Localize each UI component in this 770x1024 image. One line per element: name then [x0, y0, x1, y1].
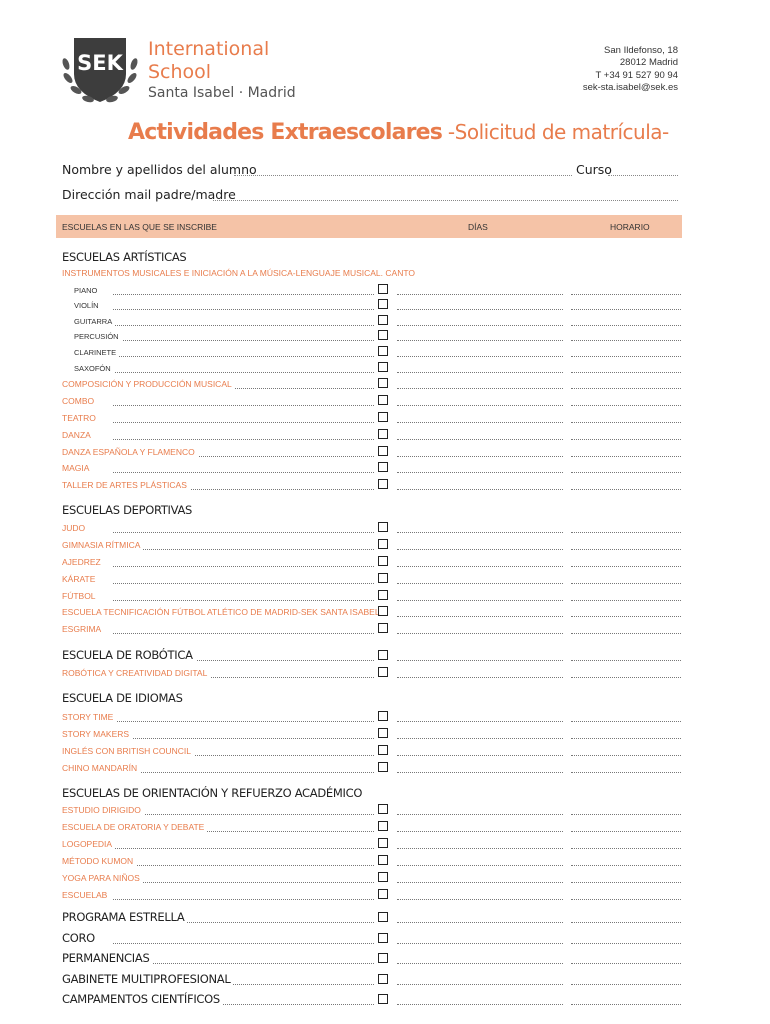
days-field[interactable]	[397, 922, 563, 923]
instruments-heading-label: INSTRUMENTOS MUSICALES E INICIACIÓN A LA MÚSICA-LENGUAJE MUSICAL. CANTO	[62, 268, 418, 278]
schedule-field[interactable]	[571, 616, 681, 617]
days-field[interactable]	[397, 600, 563, 601]
days-field[interactable]	[397, 899, 563, 900]
activity-row	[0, 870, 770, 886]
activity-row	[0, 520, 770, 536]
course-field[interactable]	[608, 175, 678, 176]
activity-row	[0, 410, 770, 426]
schedule-field[interactable]	[571, 456, 681, 457]
activity-dotted-line	[113, 356, 374, 357]
schedule-field[interactable]	[571, 583, 681, 584]
schedule-field[interactable]	[571, 309, 681, 310]
activity-row	[0, 819, 770, 835]
activity-checkbox[interactable]	[378, 315, 388, 325]
schedule-field[interactable]	[571, 865, 681, 866]
schedule-field[interactable]	[571, 963, 681, 964]
days-field[interactable]	[397, 549, 563, 550]
brand-name-line1: International	[148, 38, 270, 60]
activity-label: ROBÓTICA Y CREATIVIDAD DIGITAL	[62, 668, 210, 678]
section-title: ESCUELAS DEPORTIVAS	[62, 503, 193, 517]
activity-checkbox[interactable]	[378, 623, 388, 633]
activity-row	[0, 393, 770, 409]
activity-row	[0, 444, 770, 460]
activity-label: SAXOFÓN	[74, 364, 114, 373]
activity-row	[0, 588, 770, 604]
activity-row	[0, 460, 770, 476]
activity-checkbox[interactable]	[378, 299, 388, 309]
schedule-field[interactable]	[571, 405, 681, 406]
activity-label: COMPOSICIÓN Y PRODUCCIÓN MUSICAL	[62, 379, 235, 389]
schedule-field[interactable]	[571, 899, 681, 900]
days-field[interactable]	[397, 309, 563, 310]
activity-checkbox[interactable]	[378, 606, 388, 616]
address-street: San Ildefonso, 18	[604, 45, 678, 56]
activity-row	[0, 376, 770, 392]
activity-row	[0, 328, 770, 344]
activity-checkbox[interactable]	[378, 429, 388, 439]
activity-dotted-line	[113, 633, 374, 634]
activity-dotted-line	[113, 325, 374, 326]
schedule-field[interactable]	[571, 882, 681, 883]
table-header	[56, 215, 682, 238]
address-email: sek-sta.isabel@sek.es	[582, 81, 678, 93]
days-field[interactable]	[397, 388, 563, 389]
days-field[interactable]	[397, 356, 563, 357]
activity-dotted-line	[113, 566, 374, 567]
activity-label: ESGRIMA	[62, 624, 104, 634]
activity-label: CLARINETE	[74, 348, 119, 357]
activity-label: COMBO	[62, 396, 97, 406]
activity-dotted-line	[113, 372, 374, 373]
days-field[interactable]	[397, 294, 563, 295]
activity-checkbox[interactable]	[378, 994, 388, 1004]
parent-email-field[interactable]	[213, 200, 678, 201]
activity-label: PERMANENCIAS	[62, 951, 152, 965]
days-field[interactable]	[397, 738, 563, 739]
activity-checkbox[interactable]	[378, 728, 388, 738]
activity-row	[0, 951, 770, 967]
days-field[interactable]	[397, 882, 563, 883]
activity-checkbox[interactable]	[378, 479, 388, 489]
activity-checkbox[interactable]	[378, 462, 388, 472]
days-field[interactable]	[397, 532, 563, 533]
activity-label: YOGA PARA NIÑOS	[62, 873, 143, 883]
schedule-field[interactable]	[571, 489, 681, 490]
schedule-field[interactable]	[571, 600, 681, 601]
student-name-label: Nombre y apellidos del alumno	[62, 162, 257, 177]
days-field[interactable]	[397, 422, 563, 423]
activity-dotted-line	[113, 422, 374, 423]
schedule-field[interactable]	[571, 294, 681, 295]
days-field[interactable]	[397, 372, 563, 373]
activity-checkbox[interactable]	[378, 804, 388, 814]
schedule-field[interactable]	[571, 340, 681, 341]
days-field[interactable]	[397, 472, 563, 473]
activity-checkbox[interactable]	[378, 650, 388, 660]
activity-checkbox[interactable]	[378, 556, 388, 566]
days-field[interactable]	[397, 755, 563, 756]
activity-label: KÁRATE	[62, 574, 98, 584]
activity-checkbox[interactable]	[378, 362, 388, 372]
activity-label: PROGRAMA ESTRELLA	[62, 910, 187, 924]
activity-dotted-line	[113, 943, 374, 944]
activity-checkbox[interactable]	[378, 346, 388, 356]
days-field[interactable]	[397, 616, 563, 617]
activity-label: MAGIA	[62, 463, 92, 473]
activity-dotted-line	[113, 882, 374, 883]
activity-dotted-line	[113, 865, 374, 866]
activity-label: PERCUSIÓN	[74, 332, 122, 341]
activity-dotted-line	[113, 814, 374, 815]
activity-row	[0, 360, 770, 376]
activity-label: VIOLÍN	[74, 301, 102, 310]
schedule-field[interactable]	[571, 372, 681, 373]
schedule-field[interactable]	[571, 549, 681, 550]
activity-checkbox[interactable]	[378, 522, 388, 532]
schedule-field[interactable]	[571, 772, 681, 773]
activity-row	[0, 836, 770, 852]
activity-row	[0, 604, 770, 620]
days-field[interactable]	[397, 677, 563, 678]
activity-checkbox[interactable]	[378, 573, 388, 583]
activity-dotted-line	[113, 600, 374, 601]
activity-checkbox[interactable]	[378, 762, 388, 772]
activity-label: ESTUDIO DIRIGIDO	[62, 805, 144, 815]
activity-row	[0, 282, 770, 298]
days-field[interactable]	[397, 814, 563, 815]
student-name-field[interactable]	[234, 175, 572, 176]
activity-dotted-line	[113, 309, 374, 310]
activity-checkbox[interactable]	[378, 745, 388, 755]
schedule-field[interactable]	[571, 814, 681, 815]
activity-checkbox[interactable]	[378, 539, 388, 549]
days-field[interactable]	[397, 340, 563, 341]
activity-row	[0, 760, 770, 776]
schedule-field[interactable]	[571, 472, 681, 473]
activity-checkbox[interactable]	[378, 953, 388, 963]
schedule-field[interactable]	[571, 831, 681, 832]
school-address	[583, 45, 678, 94]
schedule-field[interactable]	[571, 677, 681, 678]
days-field[interactable]	[397, 566, 563, 567]
activity-checkbox[interactable]	[378, 284, 388, 294]
activity-row	[0, 665, 770, 681]
activity-label: LOGOPEDIA	[62, 839, 115, 849]
activity-checkbox[interactable]	[378, 912, 388, 922]
days-field[interactable]	[397, 1004, 563, 1005]
activity-label: ESCUELA TECNIFICACIÓN FÚTBOL ATLÉTICO DE MADRID-SEK SANTA ISABEL	[62, 607, 383, 617]
activity-row	[0, 621, 770, 637]
activity-label: GABINETE MULTIPROFESIONAL	[62, 972, 233, 986]
activity-dotted-line	[113, 340, 374, 341]
brand-campus: Santa Isabel · Madrid	[148, 85, 296, 101]
days-field[interactable]	[397, 583, 563, 584]
activity-label: TALLER DE ARTES PLÁSTICAS	[62, 480, 190, 490]
schedule-field[interactable]	[571, 566, 681, 567]
activity-row	[0, 554, 770, 570]
days-field[interactable]	[397, 405, 563, 406]
activity-dotted-line	[113, 294, 374, 295]
activity-label: CORO	[62, 931, 98, 945]
activity-row	[0, 802, 770, 818]
column-days: DÍAS	[468, 222, 488, 232]
section-title: ESCUELA DE IDIOMAS	[62, 691, 183, 705]
activity-row	[0, 648, 770, 664]
activity-checkbox[interactable]	[378, 378, 388, 388]
activity-dotted-line	[113, 772, 374, 773]
activity-row	[0, 992, 770, 1008]
activity-label: AJEDREZ	[62, 557, 104, 567]
activity-dotted-line	[113, 899, 374, 900]
activity-row	[0, 297, 770, 313]
activity-label: CAMPAMENTOS CIENTÍFICOS	[62, 992, 223, 1006]
activity-label: GIMNASIA RÍTMICA	[62, 540, 143, 550]
activity-row	[0, 726, 770, 742]
schedule-field[interactable]	[571, 1004, 681, 1005]
activity-checkbox[interactable]	[378, 590, 388, 600]
activity-dotted-line	[113, 583, 374, 584]
schedule-field[interactable]	[571, 738, 681, 739]
days-field[interactable]	[397, 325, 563, 326]
activity-row	[0, 427, 770, 443]
instruments-heading	[0, 265, 770, 281]
schedule-field[interactable]	[571, 439, 681, 440]
activity-label: MÉTODO KUMON	[62, 856, 136, 866]
activity-dotted-line	[113, 721, 374, 722]
activity-dotted-line	[113, 848, 374, 849]
activity-dotted-line	[113, 738, 374, 739]
activity-row	[0, 344, 770, 360]
activity-checkbox[interactable]	[378, 667, 388, 677]
activity-row	[0, 477, 770, 493]
activity-label: CHINO MANDARÍN	[62, 763, 140, 773]
schedule-field[interactable]	[571, 922, 681, 923]
parent-email-label: Dirección mail padre/madre	[62, 187, 236, 202]
activity-row	[0, 709, 770, 725]
activity-dotted-line	[113, 439, 374, 440]
days-field[interactable]	[397, 984, 563, 985]
column-schedule: HORARIO	[610, 222, 650, 232]
schedule-field[interactable]	[571, 984, 681, 985]
activity-label: ESCUELAB	[62, 890, 110, 900]
schedule-field[interactable]	[571, 325, 681, 326]
activity-dotted-line	[113, 472, 374, 473]
activity-label: PIANO	[74, 286, 100, 295]
days-field[interactable]	[397, 439, 563, 440]
activity-checkbox[interactable]	[378, 855, 388, 865]
address-phone: T +34 91 527 90 94	[595, 69, 678, 81]
activity-checkbox[interactable]	[378, 446, 388, 456]
activity-checkbox[interactable]	[378, 933, 388, 943]
days-field[interactable]	[397, 963, 563, 964]
days-field[interactable]	[397, 456, 563, 457]
activity-label: DANZA ESPAÑOLA Y FLAMENCO	[62, 447, 198, 457]
activity-label: GUITARRA	[74, 317, 115, 326]
title-subtitle: -Solicitud de matrícula-	[442, 120, 669, 144]
days-field[interactable]	[397, 831, 563, 832]
activity-row	[0, 910, 770, 926]
activity-row	[0, 571, 770, 587]
days-field[interactable]	[397, 772, 563, 773]
activity-row	[0, 931, 770, 947]
activity-checkbox[interactable]	[378, 889, 388, 899]
activity-row	[0, 537, 770, 553]
schedule-field[interactable]	[571, 943, 681, 944]
activity-dotted-line	[113, 532, 374, 533]
activity-row	[0, 743, 770, 759]
days-field[interactable]	[397, 943, 563, 944]
days-field[interactable]	[397, 660, 563, 661]
activity-label: STORY MAKERS	[62, 729, 132, 739]
activity-checkbox[interactable]	[378, 872, 388, 882]
schedule-field[interactable]	[571, 388, 681, 389]
schedule-field[interactable]	[571, 532, 681, 533]
days-field[interactable]	[397, 633, 563, 634]
activity-checkbox[interactable]	[378, 821, 388, 831]
activity-checkbox[interactable]	[378, 838, 388, 848]
activity-label: TEATRO	[62, 413, 99, 423]
days-field[interactable]	[397, 721, 563, 722]
schedule-field[interactable]	[571, 356, 681, 357]
activity-checkbox[interactable]	[378, 711, 388, 721]
days-field[interactable]	[397, 865, 563, 866]
title-main: Actividades Extraescolares	[128, 120, 443, 145]
brand-name-line2: School	[148, 61, 212, 83]
activity-checkbox[interactable]	[378, 974, 388, 984]
activity-dotted-line	[113, 549, 374, 550]
page-title	[128, 120, 669, 145]
schedule-field[interactable]	[571, 755, 681, 756]
sek-logo-icon	[60, 34, 140, 106]
course-label: Curso	[576, 162, 612, 177]
schedule-field[interactable]	[571, 660, 681, 661]
column-schools: ESCUELAS EN LAS QUE SE INSCRIBE	[62, 222, 217, 232]
activity-checkbox[interactable]	[378, 395, 388, 405]
activity-label: ESCUELA DE ROBÓTICA	[62, 648, 196, 662]
activity-row	[0, 887, 770, 903]
logo-text: SEK	[77, 51, 123, 75]
activity-row	[0, 313, 770, 329]
schedule-field[interactable]	[571, 633, 681, 634]
section-title: ESCUELAS DE ORIENTACIÓN Y REFUERZO ACADÉMICO	[62, 786, 363, 800]
activity-row	[0, 972, 770, 988]
schedule-field[interactable]	[571, 721, 681, 722]
activity-dotted-line	[113, 405, 374, 406]
days-field[interactable]	[397, 489, 563, 490]
activity-row	[0, 853, 770, 869]
schedule-field[interactable]	[571, 422, 681, 423]
address-city: 28012 Madrid	[619, 57, 678, 69]
activity-label: FÚTBOL	[62, 591, 99, 601]
activity-label: ESCUELA DE ORATORIA Y DEBATE	[62, 822, 207, 832]
activity-label: JUDO	[62, 523, 88, 533]
activity-checkbox[interactable]	[378, 412, 388, 422]
days-field[interactable]	[397, 848, 563, 849]
schedule-field[interactable]	[571, 848, 681, 849]
section-title: ESCUELAS ARTÍSTICAS	[62, 250, 187, 264]
activity-label: DANZA	[62, 430, 94, 440]
activity-label: INGLÉS CON BRITISH COUNCIL	[62, 746, 194, 756]
activity-checkbox[interactable]	[378, 330, 388, 340]
activity-label: STORY TIME	[62, 712, 116, 722]
